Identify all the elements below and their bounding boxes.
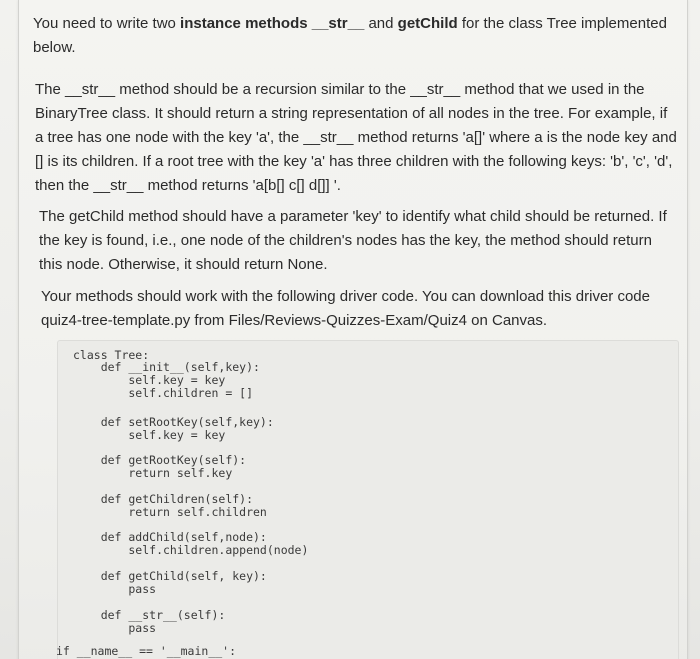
- getchild-paragraph: [39, 205, 667, 277]
- code-line: class Tree:: [73, 348, 150, 362]
- code-line: def getChildren(self):: [73, 492, 254, 506]
- code-line: def getChild(self, key):: [73, 569, 267, 583]
- code-line: self.key = key: [73, 428, 226, 442]
- code-line: pass: [73, 621, 157, 635]
- str-line-3: a tree has one node with the key 'a', the __str__ method returns 'a[]' where a is the node key and: [35, 129, 677, 146]
- driver-line-2: quiz4-tree-template.py from Files/Reviews-Quizzes-Exam/Quiz4 on Canvas.: [41, 312, 548, 329]
- code-line: if __name__ == '__main__':: [56, 644, 237, 658]
- question-card: [18, 0, 688, 659]
- intro-text-2: and: [364, 15, 398, 32]
- code-line: def getRootKey(self):: [73, 453, 247, 467]
- str-line-5: then the __str__ method returns 'a[b[] c[] d[]] '.: [35, 177, 341, 194]
- intro-paragraph: [33, 12, 667, 60]
- code-line: self.children.append(node): [73, 543, 309, 557]
- getchild-line-1: The getChild method should have a parameter 'key' to identify what child should be returned. If: [39, 208, 667, 225]
- driver-code-block: [57, 340, 679, 659]
- code-line: self.children = []: [73, 386, 254, 400]
- str-line-1: The __str__ method should be a recursion similar to the __str__ method that we used in the: [35, 81, 645, 98]
- str-line-2: BinaryTree class. It should return a string representation of all nodes in the tree. For example, if: [35, 105, 668, 122]
- driver-paragraph: [41, 285, 650, 333]
- intro-text-1: You need to write two: [33, 15, 181, 32]
- getchild-line-3: this node. Otherwise, it should return None.: [39, 256, 328, 273]
- code-line: return self.key: [73, 466, 233, 480]
- intro-bold-2: getChild: [397, 15, 458, 32]
- intro-bold-1: instance methods __str__: [180, 15, 365, 32]
- intro-text-4: below.: [33, 39, 76, 56]
- getchild-line-2: the key is found, i.e., one node of the children's nodes has the key, the method should return: [39, 232, 652, 249]
- code-line: def addChild(self,node):: [73, 530, 267, 544]
- str-method-paragraph: [35, 78, 677, 198]
- code-line: def __init__(self,key):: [73, 360, 260, 374]
- code-line: return self.children: [73, 505, 267, 519]
- intro-text-3: for the class Tree implemented: [457, 15, 667, 32]
- str-line-4: [] is its children. If a root tree with the key 'a' has three children with the following keys: 'b', 'c', 'd',: [35, 153, 673, 170]
- driver-line-1: Your methods should work with the following driver code. You can download this driver code: [41, 288, 650, 305]
- code-line: def __str__(self):: [73, 608, 226, 622]
- code-line: pass: [73, 582, 157, 596]
- code-line: self.key = key: [73, 373, 226, 387]
- code-line: def setRootKey(self,key):: [73, 415, 274, 429]
